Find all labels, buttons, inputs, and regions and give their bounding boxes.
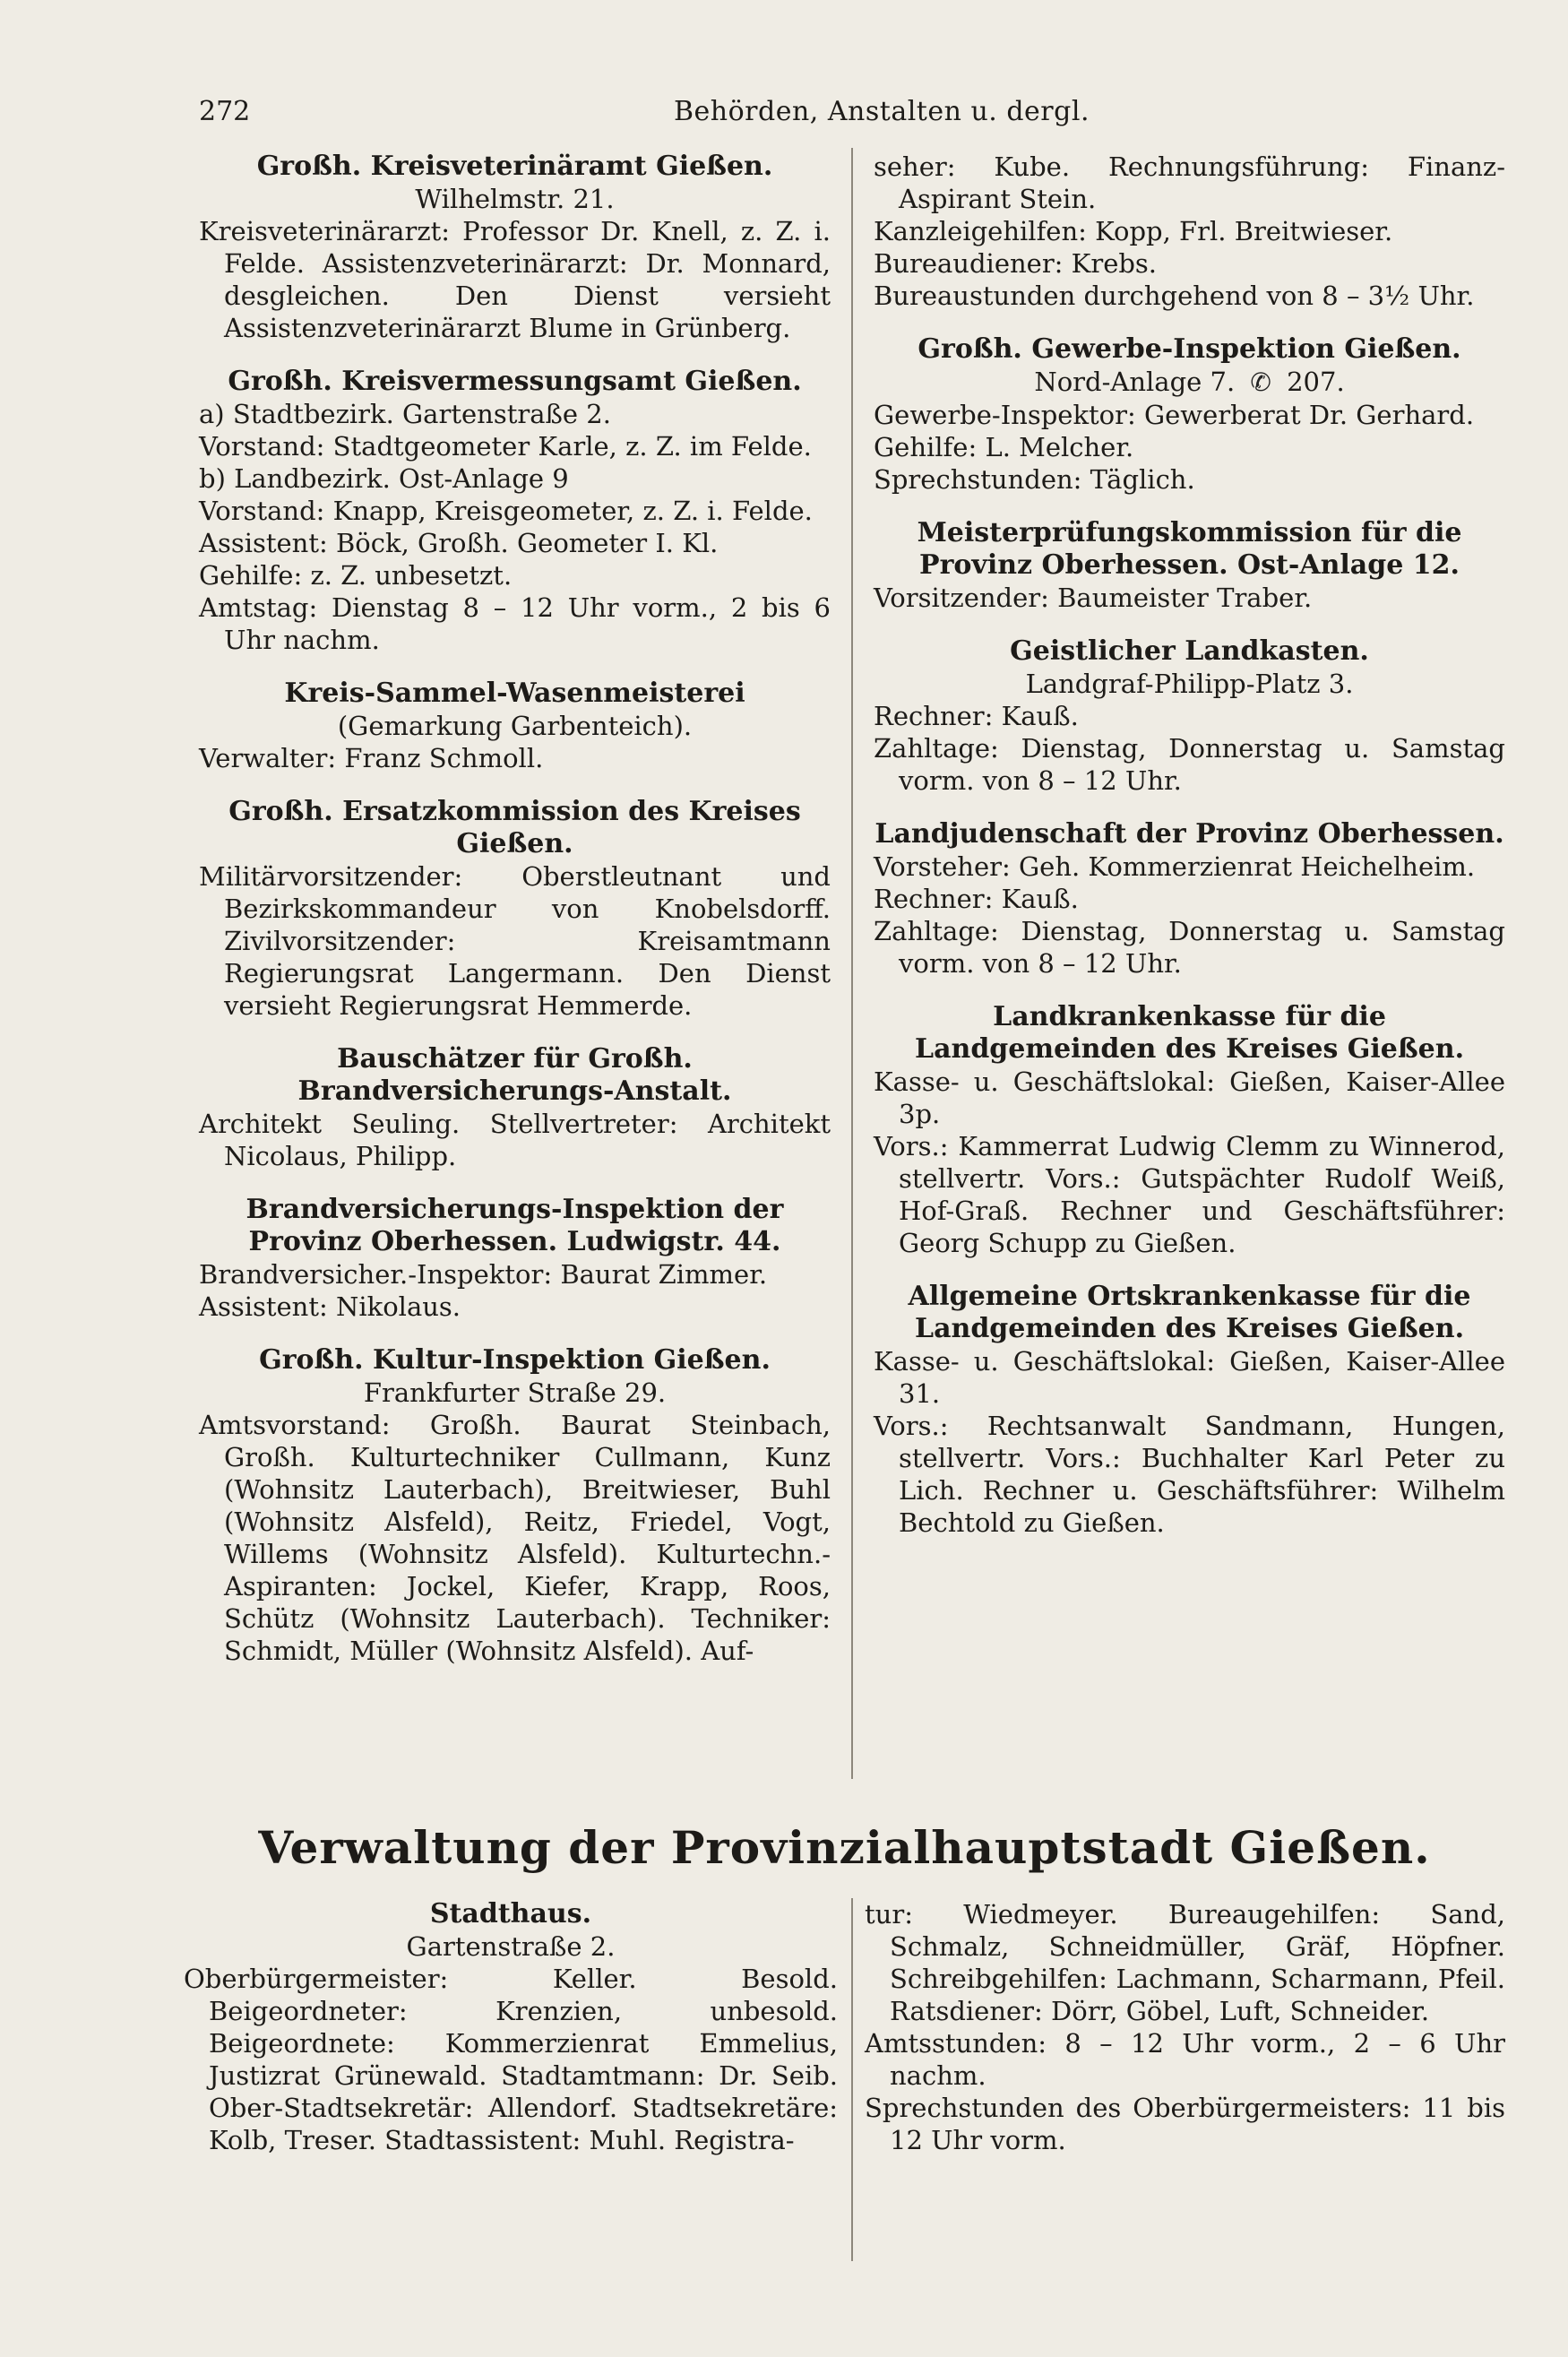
running-head: Behörden, Anstalten u. dergl. bbox=[674, 96, 1090, 127]
section-title: Stadthaus. bbox=[429, 1898, 592, 1930]
section-text: Brandversicher.-Inspektor: Baurat Zimmer. bbox=[199, 1259, 768, 1290]
section-landkasten bbox=[874, 635, 1505, 797]
section-text: Rechner: Kauß. bbox=[874, 884, 1079, 914]
section-text: Assistent: Böck, Großh. Geometer I. Kl. bbox=[199, 528, 719, 558]
section-landkrankenkasse bbox=[874, 1001, 1505, 1259]
section-title: Kreis-Sammel-Wasenmeisterei bbox=[284, 678, 745, 709]
section-brandversicherung bbox=[199, 1194, 831, 1323]
column-divider-bottom bbox=[851, 1898, 853, 2261]
section-text: Rechner: Kauß. bbox=[874, 701, 1079, 731]
section-text: Sprechstunden des Oberbürgermeisters: 11 bis 12 Uhr vorm. bbox=[865, 2093, 1505, 2155]
main-title: Verwaltung der Provinzialhauptstadt Gießen. bbox=[258, 1821, 1431, 1874]
section-text: Bureaustunden durchgehend von 8 – 3½ Uhr. bbox=[874, 281, 1475, 311]
section-stadthaus-continued bbox=[865, 1898, 1505, 2156]
section-text: Vorsteher: Geh. Kommerzienrat Heichelheim. bbox=[874, 851, 1476, 882]
section-text: Kreisveterinärarzt: Professor Dr. Knell, z. Z. i. Felde. Assistenzveterinärarzt: Dr. Monnard, desgleichen. Den Dienst versieht Assistenzveterinärarzt Blume in Grünberg. bbox=[199, 216, 831, 343]
section-text: a) Stadtbezirk. Gartenstraße 2. bbox=[199, 399, 611, 429]
section-title: Großh. Ersatzkommission des Kreises Gießen. bbox=[228, 796, 801, 859]
section-text: Bureaudiener: Krebs. bbox=[874, 248, 1158, 279]
right-column bbox=[874, 151, 1505, 1560]
section-title: Landkrankenkasse für die Landgemeinden des Kreises Gießen. bbox=[914, 1001, 1465, 1065]
section-text: Architekt Seuling. Stellvertreter: Architekt Nicolaus, Philipp. bbox=[199, 1109, 831, 1171]
section-text: Amtstag: Dienstag 8 – 12 Uhr vorm., 2 bis 6 Uhr nachm. bbox=[199, 592, 831, 655]
section-text: Kasse- u. Geschäftslokal: Gießen, Kaiser-Allee 3p. bbox=[874, 1066, 1505, 1129]
section-bauschaetzer bbox=[199, 1043, 831, 1172]
section-text: Oberbürgermeister: Keller. Besold. Beigeordneter: Krenzien, unbesold. Beigeordnete: Kommerzienrat Emmelius, Justizrat Grünewald. Stadtamtmann: Dr. Seib. Ober-Stadtsekretär: Allendorf. Stadtsekretäre: Kolb, Treser. Stadtassistent: Muhl. Registra- bbox=[184, 1964, 838, 2155]
section-text: Vorstand: Knapp, Kreisgeometer, z. Z. i. Felde. bbox=[199, 496, 813, 526]
section-text: Amtsvorstand: Großh. Baurat Steinbach, Großh. Kulturtechniker Cullmann, Kunz (Wohnsitz Lauterbach), Breitwieser, Buhl (Wohnsitz Alsfeld), Reitz, Friedel, Vogt, Willems (Wohnsitz Alsfeld). Kulturtechn.-Aspiranten: Jockel, Kiefer, Krapp, Roos, Schütz (Wohnsitz Lauterbach). Techniker: Schmidt, Müller (Wohnsitz Alsfeld). Auf- bbox=[199, 1410, 831, 1666]
section-text: Sprechstunden: Täglich. bbox=[874, 464, 1195, 495]
section-text: Militärvorsitzender: Oberstleutnant und Bezirkskommandeur von Knobelsdorff. Zivilvorsitzender: Kreisamtmann Regierungsrat Langermann. Den Dienst versieht Regierungsrat Hemmerde. bbox=[199, 861, 831, 1021]
section-title: Bauschätzer für Großh. Brandversicherungs-Anstalt. bbox=[297, 1043, 732, 1107]
section-text: Vorstand: Stadtgeometer Karle, z. Z. im Felde. bbox=[199, 431, 812, 462]
section-text: Zahltage: Dienstag, Donnerstag u. Samstag vorm. von 8 – 12 Uhr. bbox=[874, 916, 1505, 979]
section-stadthaus bbox=[184, 1898, 838, 2156]
section-landjudenschaft bbox=[874, 818, 1505, 980]
phone-number: 207. bbox=[1287, 367, 1345, 397]
section-continuation bbox=[874, 151, 1505, 312]
section-text: Kasse- u. Geschäftslokal: Gießen, Kaiser-Allee 31. bbox=[874, 1346, 1505, 1409]
section-title: Großh. Kultur-Inspektion Gießen. bbox=[259, 1344, 771, 1376]
telephone-icon: ✆ bbox=[1250, 367, 1271, 397]
section-text: tur: Wiedmeyer. Bureaugehilfen: Sand, Schmalz, Schneidmüller, Gräf, Höpfner. Schreibgehilfen: Lachmann, Scharmann, Pfeil. Ratsdiener: Dörr, Göbel, Luft, Schneider. bbox=[865, 1899, 1505, 2026]
bottom-left-column bbox=[184, 1898, 838, 2178]
section-kreisveterinaeramt bbox=[199, 151, 831, 344]
section-address: Gartenstraße 2. bbox=[406, 1931, 616, 1962]
page-header bbox=[199, 90, 1505, 134]
column-divider bbox=[851, 148, 853, 1779]
section-address: Wilhelmstr. 21. bbox=[415, 184, 615, 214]
section-address bbox=[874, 366, 1505, 399]
section-text: Verwalter: Franz Schmoll. bbox=[199, 743, 544, 773]
section-text: Gehilfe: z. Z. unbesetzt. bbox=[199, 560, 513, 591]
page-number: 272 bbox=[199, 96, 251, 127]
section-text: Vors.: Rechtsanwalt Sandmann, Hungen, stellvertr. Vors.: Buchhalter Karl Peter zu Lich. Rechner u. Geschäftsführer: Wilhelm Bechtold zu Gießen. bbox=[874, 1411, 1505, 1538]
section-wasenmeisterei bbox=[199, 678, 831, 774]
section-meisterpruefung bbox=[874, 517, 1505, 614]
section-text: Gehilfe: L. Melcher. bbox=[874, 432, 1134, 462]
section-title: Geistlicher Landkasten. bbox=[1010, 635, 1369, 667]
section-title: Allgemeine Ortskrankenkasse für die Landgemeinden des Kreises Gießen. bbox=[908, 1281, 1471, 1344]
section-address: (Gemarkung Garbenteich). bbox=[337, 711, 693, 741]
section-title: Landjudenschaft der Provinz Oberhessen. bbox=[874, 818, 1504, 850]
section-gewerbe-inspektion bbox=[874, 333, 1505, 496]
section-ersatzkommission bbox=[199, 796, 831, 1022]
address-text: Nord-Anlage 7. bbox=[1034, 367, 1236, 397]
section-kreisvermessungsamt bbox=[199, 366, 831, 656]
section-text: b) Landbezirk. Ost-Anlage 9 bbox=[199, 463, 569, 494]
section-address: Frankfurter Straße 29. bbox=[363, 1377, 667, 1408]
section-title: Brandversicherungs-Inspektion der Provinz Oberhessen. Ludwigstr. 44. bbox=[246, 1194, 784, 1257]
section-text: Gewerbe-Inspektor: Gewerberat Dr. Gerhard. bbox=[874, 400, 1475, 430]
section-text: Assistent: Nikolaus. bbox=[199, 1291, 461, 1322]
section-kultur-inspektion bbox=[199, 1344, 831, 1667]
section-title: Meisterprüfungskommission für die Provinz Oberhessen. Ost-Anlage 12. bbox=[917, 517, 1462, 581]
section-text: Kanzleigehilfen: Kopp, Frl. Breitwieser. bbox=[874, 216, 1393, 246]
section-ortskrankenkasse bbox=[874, 1281, 1505, 1539]
section-text: Amtsstunden: 8 – 12 Uhr vorm., 2 – 6 Uhr nachm. bbox=[865, 2028, 1505, 2091]
section-text: Vors.: Kammerrat Ludwig Clemm zu Winnerod, stellvertr. Vors.: Gutspächter Rudolf Weiß, Hof-Graß. Rechner und Geschäftsführer: Georg Schupp zu Gießen. bbox=[874, 1131, 1505, 1258]
section-title: Großh. Kreisveterinäramt Gießen. bbox=[256, 151, 773, 182]
section-text: Vorsitzender: Baumeister Traber. bbox=[874, 583, 1313, 613]
section-address: Landgraf-Philipp-Platz 3. bbox=[1025, 669, 1354, 699]
bottom-right-column bbox=[865, 1898, 1505, 2178]
section-title: Großh. Kreisvermessungsamt Gießen. bbox=[228, 366, 802, 397]
section-text: Zahltage: Dienstag, Donnerstag u. Samstag vorm. von 8 – 12 Uhr. bbox=[874, 733, 1505, 796]
left-column bbox=[199, 151, 831, 1688]
section-title: Großh. Gewerbe-Inspektion Gießen. bbox=[918, 333, 1461, 365]
section-text: seher: Kube. Rechnungsführung: Finanz-Aspirant Stein. bbox=[874, 151, 1505, 214]
